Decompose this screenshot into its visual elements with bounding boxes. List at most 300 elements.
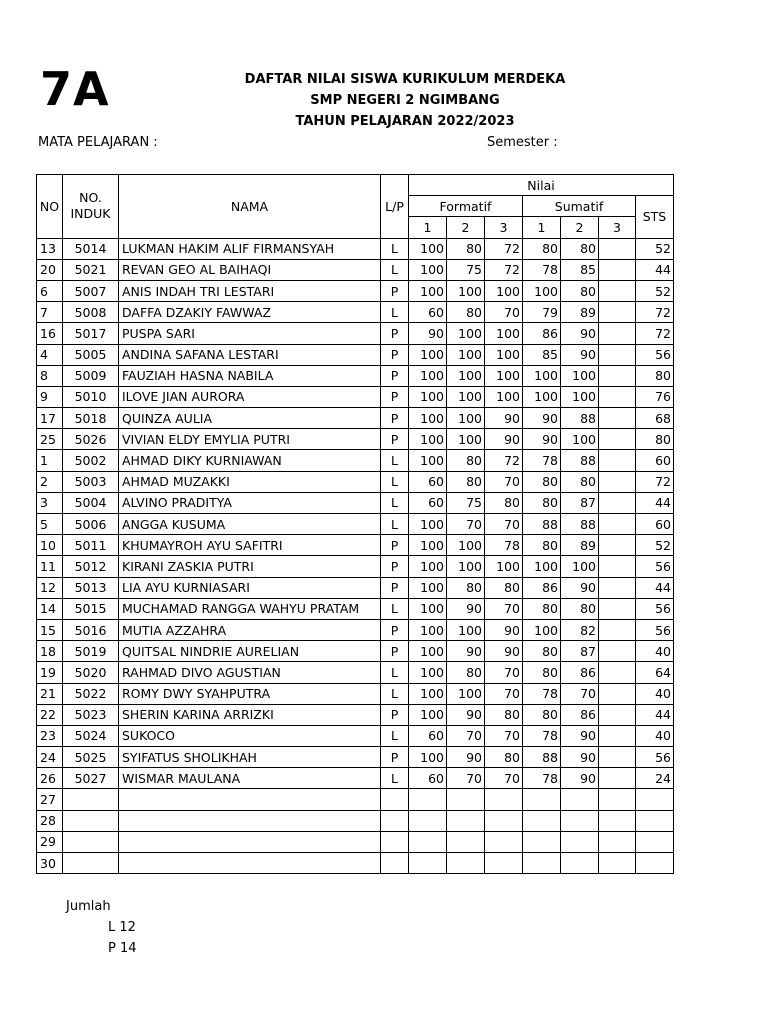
cell-sumatif-2: 87 — [561, 492, 599, 513]
cell-formatif-2: 100 — [447, 323, 485, 344]
cell-sumatif-2 — [561, 789, 599, 810]
cell-sts: 56 — [636, 344, 674, 365]
cell-lp: L — [381, 238, 409, 259]
cell-lp: L — [381, 598, 409, 619]
cell-nama: SUKOCO — [119, 725, 381, 746]
cell-formatif-2: 80 — [447, 577, 485, 598]
cell-formatif-1: 100 — [409, 238, 447, 259]
cell-formatif-1: 60 — [409, 471, 447, 492]
cell-formatif-3: 90 — [485, 641, 523, 662]
cell-lp: P — [381, 535, 409, 556]
cell-nama: MUCHAMAD RANGGA WAHYU PRATAM — [119, 598, 381, 619]
cell-sumatif-3 — [599, 704, 636, 725]
cell-sts: 68 — [636, 408, 674, 429]
cell-sumatif-1: 80 — [523, 471, 561, 492]
cell-formatif-1: 60 — [409, 492, 447, 513]
summary-p-row — [108, 941, 137, 956]
cell-sts: 24 — [636, 768, 674, 789]
cell-nama: ANDINA SAFANA LESTARI — [119, 344, 381, 365]
cell-formatif-2: 100 — [447, 408, 485, 429]
cell-sumatif-1: 80 — [523, 704, 561, 725]
cell-sumatif-1: 86 — [523, 577, 561, 598]
cell-no-induk — [63, 789, 119, 810]
summary-l-label: L — [108, 920, 116, 935]
cell-sumatif-2: 100 — [561, 365, 599, 386]
cell-formatif-2: 80 — [447, 450, 485, 471]
cell-lp — [381, 810, 409, 831]
cell-formatif-3: 72 — [485, 238, 523, 259]
cell-sts: 44 — [636, 259, 674, 280]
cell-no: 9 — [37, 386, 63, 407]
cell-no: 2 — [37, 471, 63, 492]
summary-jumlah-label: Jumlah — [66, 899, 111, 914]
cell-lp: P — [381, 408, 409, 429]
col-nilai: Nilai — [409, 175, 674, 196]
cell-formatif-3: 80 — [485, 577, 523, 598]
cell-no: 27 — [37, 789, 63, 810]
cell-no-induk — [63, 831, 119, 852]
cell-lp: L — [381, 450, 409, 471]
cell-no-induk: 5008 — [63, 302, 119, 323]
table-body — [37, 238, 674, 874]
cell-formatif-1: 100 — [409, 429, 447, 450]
cell-formatif-2: 70 — [447, 768, 485, 789]
cell-lp: L — [381, 302, 409, 323]
cell-lp: L — [381, 683, 409, 704]
semester-label: Semester : — [487, 135, 558, 150]
cell-sumatif-1: 100 — [523, 365, 561, 386]
cell-formatif-1 — [409, 831, 447, 852]
cell-no-induk: 5011 — [63, 535, 119, 556]
cell-sumatif-2: 88 — [561, 408, 599, 429]
cell-formatif-1: 100 — [409, 641, 447, 662]
cell-formatif-1: 60 — [409, 302, 447, 323]
cell-nama: QUINZA AULIA — [119, 408, 381, 429]
table-row — [37, 365, 674, 386]
cell-formatif-3: 70 — [485, 302, 523, 323]
cell-sumatif-2: 88 — [561, 450, 599, 471]
cell-sts — [636, 853, 674, 874]
cell-sumatif-1 — [523, 853, 561, 874]
cell-nama: ANIS INDAH TRI LESTARI — [119, 280, 381, 301]
cell-no: 4 — [37, 344, 63, 365]
cell-sumatif-3 — [599, 450, 636, 471]
cell-nama — [119, 789, 381, 810]
cell-sumatif-1 — [523, 831, 561, 852]
cell-sumatif-1 — [523, 810, 561, 831]
cell-no-induk: 5012 — [63, 556, 119, 577]
cell-sumatif-3 — [599, 280, 636, 301]
cell-sumatif-3 — [599, 577, 636, 598]
cell-no: 30 — [37, 853, 63, 874]
cell-sumatif-3 — [599, 810, 636, 831]
cell-nama: ILOVE JIAN AURORA — [119, 386, 381, 407]
header-title: DAFTAR NILAI SISWA KURIKULUM MERDEKA — [244, 72, 566, 87]
cell-lp — [381, 831, 409, 852]
cell-sumatif-1: 78 — [523, 768, 561, 789]
cell-sumatif-1: 90 — [523, 408, 561, 429]
table-row — [37, 302, 674, 323]
cell-no: 23 — [37, 725, 63, 746]
cell-nama: MUTIA AZZAHRA — [119, 619, 381, 640]
cell-formatif-1: 100 — [409, 408, 447, 429]
cell-no: 22 — [37, 704, 63, 725]
col-no-induk-line2: INDUK — [70, 206, 111, 222]
cell-formatif-1: 100 — [409, 598, 447, 619]
cell-lp: P — [381, 704, 409, 725]
cell-sumatif-2: 90 — [561, 344, 599, 365]
cell-nama: AHMAD MUZAKKI — [119, 471, 381, 492]
cell-lp: L — [381, 725, 409, 746]
cell-lp: P — [381, 556, 409, 577]
table-row — [37, 471, 674, 492]
cell-lp: P — [381, 429, 409, 450]
cell-sts: 80 — [636, 365, 674, 386]
cell-no: 12 — [37, 577, 63, 598]
cell-sumatif-2: 85 — [561, 259, 599, 280]
col-formatif-2: 2 — [447, 217, 485, 238]
cell-formatif-1: 100 — [409, 365, 447, 386]
cell-sumatif-1: 100 — [523, 386, 561, 407]
col-formatif: Formatif — [409, 196, 523, 217]
cell-sts: 80 — [636, 429, 674, 450]
cell-lp: L — [381, 662, 409, 683]
cell-formatif-1: 60 — [409, 768, 447, 789]
cell-no-induk: 5026 — [63, 429, 119, 450]
cell-nama: SHERIN KARINA ARRIZKI — [119, 704, 381, 725]
col-lp: L/P — [381, 175, 409, 239]
table-row — [37, 619, 674, 640]
cell-no: 3 — [37, 492, 63, 513]
cell-formatif-3: 80 — [485, 492, 523, 513]
cell-nama: ANGGA KUSUMA — [119, 514, 381, 535]
cell-nama: LUKMAN HAKIM ALIF FIRMANSYAH — [119, 238, 381, 259]
cell-no: 19 — [37, 662, 63, 683]
cell-sumatif-1: 80 — [523, 641, 561, 662]
cell-formatif-3: 80 — [485, 747, 523, 768]
cell-no: 14 — [37, 598, 63, 619]
cell-sumatif-1: 88 — [523, 747, 561, 768]
cell-formatif-2 — [447, 831, 485, 852]
table-row — [37, 492, 674, 513]
cell-formatif-3: 70 — [485, 471, 523, 492]
cell-sumatif-2: 87 — [561, 641, 599, 662]
cell-sumatif-2 — [561, 810, 599, 831]
cell-sts: 40 — [636, 725, 674, 746]
cell-formatif-1: 100 — [409, 535, 447, 556]
cell-formatif-2: 90 — [447, 641, 485, 662]
cell-no: 13 — [37, 238, 63, 259]
table-row — [37, 831, 674, 852]
cell-formatif-2: 100 — [447, 556, 485, 577]
cell-sumatif-2: 89 — [561, 302, 599, 323]
cell-formatif-1: 100 — [409, 556, 447, 577]
cell-sumatif-2: 86 — [561, 704, 599, 725]
cell-formatif-3: 78 — [485, 535, 523, 556]
summary-p-label: P — [108, 941, 116, 956]
cell-sumatif-1: 85 — [523, 344, 561, 365]
cell-lp: P — [381, 365, 409, 386]
cell-formatif-1: 100 — [409, 280, 447, 301]
cell-lp — [381, 853, 409, 874]
cell-sumatif-1: 100 — [523, 556, 561, 577]
cell-no: 21 — [37, 683, 63, 704]
cell-sumatif-2 — [561, 853, 599, 874]
cell-sts: 76 — [636, 386, 674, 407]
cell-sts: 40 — [636, 683, 674, 704]
cell-formatif-3: 90 — [485, 408, 523, 429]
cell-sts: 56 — [636, 556, 674, 577]
cell-nama: ALVINO PRADITYA — [119, 492, 381, 513]
cell-no-induk: 5017 — [63, 323, 119, 344]
cell-sumatif-2: 80 — [561, 598, 599, 619]
table-row — [37, 641, 674, 662]
cell-sumatif-1: 100 — [523, 280, 561, 301]
cell-sumatif-1: 80 — [523, 492, 561, 513]
cell-sumatif-3 — [599, 386, 636, 407]
cell-formatif-1: 100 — [409, 704, 447, 725]
cell-formatif-2: 100 — [447, 386, 485, 407]
cell-no-induk: 5023 — [63, 704, 119, 725]
cell-sumatif-3 — [599, 514, 636, 535]
cell-formatif-2: 90 — [447, 704, 485, 725]
cell-lp: P — [381, 323, 409, 344]
cell-sumatif-3 — [599, 641, 636, 662]
table-row — [37, 344, 674, 365]
cell-sumatif-2: 90 — [561, 577, 599, 598]
cell-formatif-1: 100 — [409, 344, 447, 365]
cell-formatif-3 — [485, 831, 523, 852]
cell-formatif-2: 80 — [447, 238, 485, 259]
table-header — [37, 175, 674, 239]
cell-sumatif-1 — [523, 789, 561, 810]
cell-formatif-2: 100 — [447, 535, 485, 556]
summary-p-count: 14 — [119, 941, 137, 956]
cell-sumatif-3 — [599, 429, 636, 450]
cell-formatif-1 — [409, 853, 447, 874]
cell-sts — [636, 831, 674, 852]
col-sumatif: Sumatif — [523, 196, 636, 217]
cell-no-induk: 5015 — [63, 598, 119, 619]
cell-no-induk: 5022 — [63, 683, 119, 704]
table-row — [37, 429, 674, 450]
cell-no-induk: 5025 — [63, 747, 119, 768]
cell-no: 28 — [37, 810, 63, 831]
cell-formatif-1 — [409, 789, 447, 810]
cell-sts: 60 — [636, 450, 674, 471]
cell-lp: P — [381, 386, 409, 407]
cell-no-induk: 5016 — [63, 619, 119, 640]
cell-lp: P — [381, 577, 409, 598]
cell-sts — [636, 789, 674, 810]
cell-formatif-2: 80 — [447, 302, 485, 323]
cell-no: 6 — [37, 280, 63, 301]
cell-sumatif-3 — [599, 747, 636, 768]
cell-sumatif-3 — [599, 259, 636, 280]
cell-lp: P — [381, 344, 409, 365]
cell-lp: L — [381, 259, 409, 280]
table-row — [37, 386, 674, 407]
cell-no: 11 — [37, 556, 63, 577]
cell-sumatif-2: 100 — [561, 429, 599, 450]
cell-no-induk: 5014 — [63, 238, 119, 259]
cell-formatif-2: 80 — [447, 662, 485, 683]
cell-sts: 72 — [636, 323, 674, 344]
cell-nama: KHUMAYROH AYU SAFITRI — [119, 535, 381, 556]
subject-label: MATA PELAJARAN : — [38, 135, 158, 150]
cell-sumatif-3 — [599, 725, 636, 746]
cell-formatif-2: 80 — [447, 471, 485, 492]
cell-formatif-3 — [485, 853, 523, 874]
cell-sts: 64 — [636, 662, 674, 683]
cell-nama: FAUZIAH HASNA NABILA — [119, 365, 381, 386]
table-row — [37, 598, 674, 619]
cell-formatif-3: 90 — [485, 619, 523, 640]
table-row — [37, 577, 674, 598]
cell-no-induk: 5020 — [63, 662, 119, 683]
cell-no-induk: 5006 — [63, 514, 119, 535]
cell-formatif-3: 100 — [485, 365, 523, 386]
cell-formatif-1: 60 — [409, 725, 447, 746]
cell-no-induk: 5027 — [63, 768, 119, 789]
cell-formatif-3: 80 — [485, 704, 523, 725]
cell-formatif-2: 100 — [447, 429, 485, 450]
table-row — [37, 514, 674, 535]
cell-sumatif-2: 80 — [561, 280, 599, 301]
cell-sts — [636, 810, 674, 831]
cell-formatif-3: 70 — [485, 598, 523, 619]
cell-formatif-1: 100 — [409, 514, 447, 535]
cell-sumatif-3 — [599, 768, 636, 789]
cell-no: 17 — [37, 408, 63, 429]
cell-sumatif-2: 70 — [561, 683, 599, 704]
table-row — [37, 789, 674, 810]
cell-sumatif-2: 100 — [561, 386, 599, 407]
cell-no: 20 — [37, 259, 63, 280]
cell-formatif-3: 100 — [485, 344, 523, 365]
cell-sts: 56 — [636, 598, 674, 619]
cell-nama: QUITSAL NINDRIE AURELIAN — [119, 641, 381, 662]
cell-nama: VIVIAN ELDY EMYLIA PUTRI — [119, 429, 381, 450]
cell-formatif-2: 100 — [447, 619, 485, 640]
cell-sumatif-2: 90 — [561, 747, 599, 768]
cell-sumatif-3 — [599, 535, 636, 556]
cell-sumatif-3 — [599, 492, 636, 513]
cell-formatif-3: 90 — [485, 429, 523, 450]
cell-sts: 44 — [636, 492, 674, 513]
cell-sts: 52 — [636, 280, 674, 301]
cell-sumatif-2: 80 — [561, 471, 599, 492]
cell-nama: SYIFATUS SHOLIKHAH — [119, 747, 381, 768]
cell-sumatif-1: 79 — [523, 302, 561, 323]
cell-sts: 72 — [636, 471, 674, 492]
cell-sts: 40 — [636, 641, 674, 662]
cell-formatif-2 — [447, 810, 485, 831]
col-sts: STS — [636, 196, 674, 238]
cell-formatif-1: 100 — [409, 662, 447, 683]
cell-formatif-3 — [485, 810, 523, 831]
summary-l-row — [108, 920, 136, 935]
cell-no: 29 — [37, 831, 63, 852]
table-row — [37, 683, 674, 704]
cell-sumatif-1: 80 — [523, 662, 561, 683]
cell-no-induk: 5004 — [63, 492, 119, 513]
cell-formatif-2 — [447, 789, 485, 810]
cell-no-induk: 5018 — [63, 408, 119, 429]
cell-formatif-1: 100 — [409, 619, 447, 640]
cell-sumatif-3 — [599, 302, 636, 323]
cell-no-induk: 5009 — [63, 365, 119, 386]
cell-formatif-3: 70 — [485, 514, 523, 535]
cell-sts: 56 — [636, 747, 674, 768]
cell-sumatif-2: 90 — [561, 323, 599, 344]
cell-lp: P — [381, 280, 409, 301]
cell-sumatif-1: 78 — [523, 450, 561, 471]
cell-sumatif-2: 100 — [561, 556, 599, 577]
cell-no-induk — [63, 810, 119, 831]
cell-nama: WISMAR MAULANA — [119, 768, 381, 789]
table-row — [37, 747, 674, 768]
cell-no: 7 — [37, 302, 63, 323]
cell-no-induk: 5002 — [63, 450, 119, 471]
col-sumatif-1: 1 — [523, 217, 561, 238]
cell-formatif-3: 100 — [485, 323, 523, 344]
cell-no-induk: 5003 — [63, 471, 119, 492]
cell-formatif-2: 70 — [447, 725, 485, 746]
cell-lp: L — [381, 471, 409, 492]
cell-lp: P — [381, 641, 409, 662]
cell-no-induk: 5010 — [63, 386, 119, 407]
col-sumatif-3: 3 — [599, 217, 636, 238]
cell-no-induk — [63, 853, 119, 874]
cell-formatif-1: 100 — [409, 259, 447, 280]
cell-no: 25 — [37, 429, 63, 450]
table-row — [37, 323, 674, 344]
cell-sts: 44 — [636, 577, 674, 598]
cell-no: 1 — [37, 450, 63, 471]
cell-nama: AHMAD DIKY KURNIAWAN — [119, 450, 381, 471]
table-row — [37, 725, 674, 746]
cell-sumatif-3 — [599, 662, 636, 683]
cell-lp — [381, 789, 409, 810]
cell-sumatif-3 — [599, 789, 636, 810]
cell-sumatif-1: 100 — [523, 619, 561, 640]
header-school: SMP NEGERI 2 NGIMBANG — [310, 93, 500, 108]
cell-formatif-1: 100 — [409, 386, 447, 407]
cell-sts: 52 — [636, 238, 674, 259]
table-row — [37, 662, 674, 683]
cell-formatif-1: 100 — [409, 747, 447, 768]
cell-no-induk: 5005 — [63, 344, 119, 365]
col-formatif-1: 1 — [409, 217, 447, 238]
cell-sumatif-1: 78 — [523, 683, 561, 704]
cell-formatif-2: 100 — [447, 280, 485, 301]
cell-formatif-3: 72 — [485, 450, 523, 471]
cell-sumatif-3 — [599, 344, 636, 365]
table-row — [37, 556, 674, 577]
cell-sumatif-1: 80 — [523, 535, 561, 556]
cell-formatif-2: 100 — [447, 365, 485, 386]
cell-formatif-3: 70 — [485, 683, 523, 704]
cell-sumatif-3 — [599, 598, 636, 619]
cell-no: 5 — [37, 514, 63, 535]
document-header — [170, 69, 640, 132]
cell-no-induk: 5024 — [63, 725, 119, 746]
cell-no: 24 — [37, 747, 63, 768]
cell-sumatif-1: 80 — [523, 598, 561, 619]
col-sumatif-2: 2 — [561, 217, 599, 238]
col-no: NO — [37, 175, 63, 239]
